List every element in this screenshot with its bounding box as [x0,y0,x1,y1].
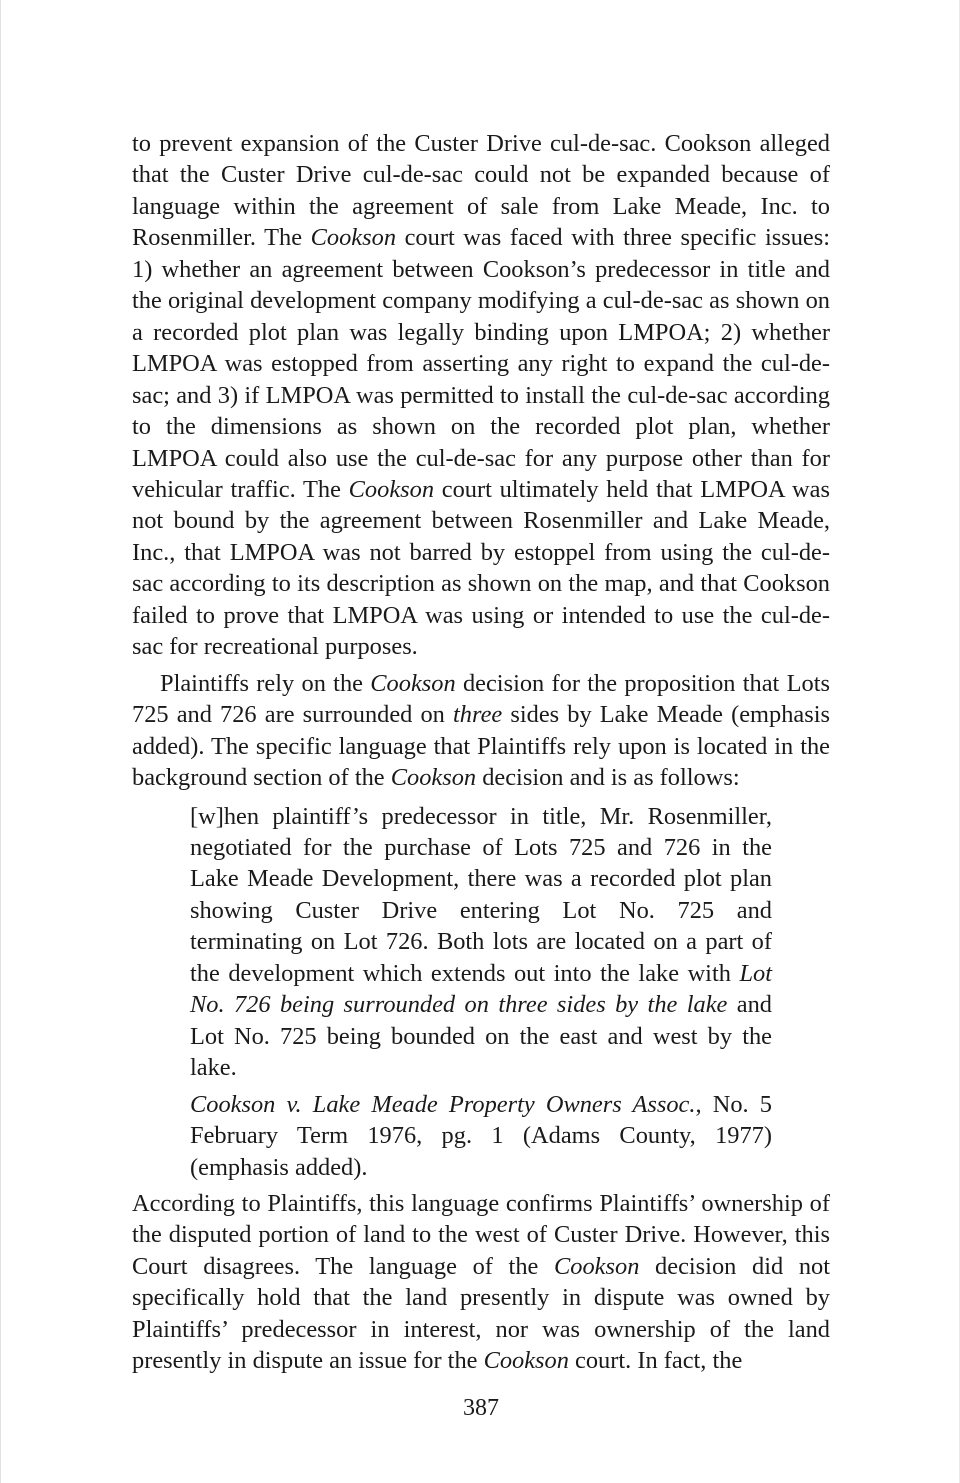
paragraph-plaintiffs-reliance: Plaintiffs rely on the Cookson decision for the proposition that Lots 725 and 726 are surrounded on three sides by Lake Meade (emphasis added). The specific language that Plaintiffs rely upon is located in the background section of the Cookson decision and is as follows: [132,669,831,792]
paragraph-cookson-background: to prevent expansion of the Custer Drive cul-de-sac. Cookson alleged that the Custer Drive cul-de-sac could not be expanded because of language within the agreement of sale from Lake Meade, Inc. to Rosenmiller. The Cookson court was faced with three specific issues: 1) whether an agreement between Cookson’s predecessor in title and the original development company modifying a cul-de-sac as shown on a recorded plot plan was legally binding upon LMPOA; 2) whether LMPOA was estopped from asserting any right to expand the cul-de-sac; and 3) if LMPOA was permitted to install the cul-de-sac according to the dimensions as shown on the recorded plot plan, whether LMPOA could also use the cul-de-sac for any purpose other than for vehicular traffic. The Cookson court ultimately held that LMPOA was not bound by the agreement between Rosenmiller and Lake Meade, Inc., that LMPOA was not barred by estoppel from using the cul-de-sac according to its description as shown on the map, and that Cookson failed to prove that LMPOA was using or intended to use the cul-de-sac for recreational purposes. [132,130,830,661]
page-body [132,128,830,1377]
citation: Cookson v. Lake Meade Property Owners Assoc., No. 5 February Term 1976, pg. 1 (Adams County, 1977) (emphasis added). [190,1090,772,1181]
block-quote [190,801,772,1183]
case-name-italic: Cookson [483,1347,569,1375]
page-number: 387 [463,1395,499,1421]
case-name-italic: Cookson [390,764,477,792]
emphasis-italic: Lot No. 726 being surrounded on three sides by the lake [190,959,772,1019]
paragraph-court-disagrees: According to Plaintiffs, this language confirms Plaintiffs’ ownership of the disputed portion of land to the west of Custer Drive. However, this Court disagrees. The language of the Cookson decision did not specifically hold that the land presently in dispute was owned by Plaintiffs’ predecessor in interest, nor was ownership of the land presently in dispute an issue for the Cookson court. In fact, the [132,1189,830,1375]
case-name-italic: Cookson [370,669,456,697]
case-name-italic: Cookson [348,475,435,503]
quoted-text: [w]hen plaintiff’s predecessor in title, Mr. Rosenmiller, negotiated for the purchase of Lots 725 and 726 in the Lake Meade Development, there was a recorded plot plan showing Custer Drive entering Lot No. 725 and terminating on Lot 726. Both lots are located on a part of the development which extends out into the lake with Lot No. 726 being surrounded on three sides by the lake and Lot No. 725 being bounded on the east and west by the lake. [190,802,772,1082]
emphasis-italic: three [453,701,503,729]
case-name-italic: Cookson [310,224,397,252]
citation-case-name: Cookson v. Lake Meade Property Owners Assoc. [190,1090,696,1118]
case-name-italic: Cookson [554,1252,640,1280]
